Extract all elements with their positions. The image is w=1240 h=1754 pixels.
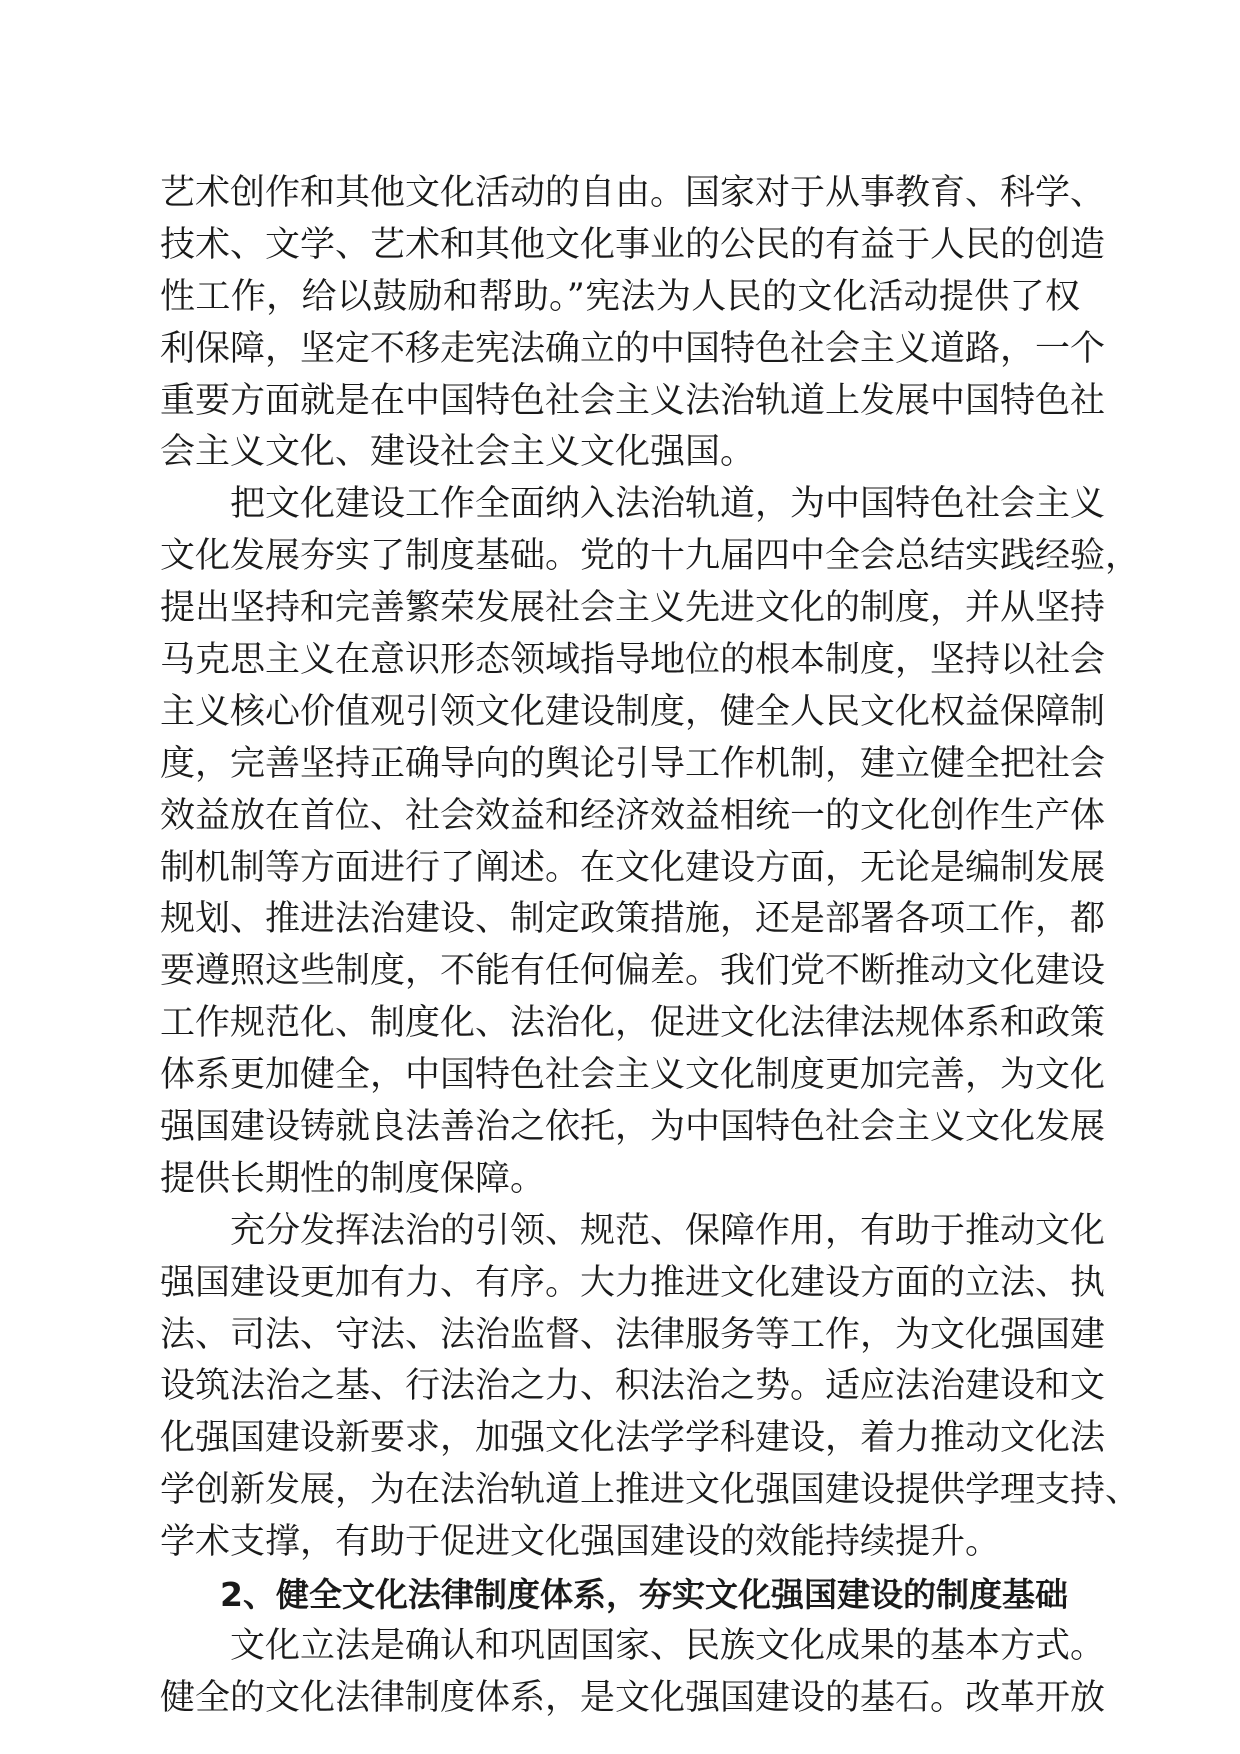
paragraph-3 (160, 1206, 1141, 1569)
text-line: 强国建设铸就良法善治之依托，为中国特色社会主义文化发展 (160, 1107, 1106, 1148)
text-line: 要遵照这些制度，不能有任何偏差。我们党不断推动文化建设 (160, 951, 1106, 992)
text-line: 强国建设更加有力、有序。大力推进文化建设方面的立法、执 (160, 1262, 1106, 1303)
text-line: 提供长期性的制度保障。 (160, 1158, 546, 1199)
text-line: 健全的文化法律制度体系，是文化强国建设的基石。改革开放 (160, 1677, 1106, 1718)
body-text (160, 168, 1141, 1725)
text-line: 文化立法是确认和巩固国家、民族文化成果的基本方式。 (230, 1625, 1106, 1666)
text-line: 度，完善坚持正确导向的舆论引导工作机制，建立健全把社会 (160, 743, 1106, 784)
text-line: 效益放在首位、社会效益和经济效益相统一的文化创作生产体 (160, 795, 1106, 836)
text-line: 法、司法、守法、法治监督、法律服务等工作，为文化强国建 (160, 1314, 1106, 1355)
text-line: 会主义文化、建设社会主义文化强国。 (160, 432, 756, 473)
text-line: 利保障，坚定不移走宪法确立的中国特色社会主义道路，一个 (160, 328, 1106, 369)
text-line: 把文化建设工作全面纳入法治轨道，为中国特色社会主义 (230, 484, 1106, 525)
text-line: 充分发挥法治的引领、规范、保障作用，有助于推动文化 (230, 1210, 1106, 1251)
text-line: 化强国建设新要求，加强文化法学学科建设，着力推动文化法 (160, 1418, 1106, 1459)
text-line: 马克思主义在意识形态领域指导地位的根本制度，坚持以社会 (160, 640, 1106, 681)
text-line: 工作规范化、制度化、法治化，促进文化法律法规体系和政策 (160, 1003, 1106, 1044)
text-line: 重要方面就是在中国特色社会主义法治轨道上发展中国特色社 (160, 380, 1106, 421)
text-line: 提出坚持和完善繁荣发展社会主义先进文化的制度，并从坚持 (160, 588, 1106, 629)
paragraph-1 (160, 168, 1106, 479)
section-heading: 2、健全文化法律制度体系，夯实文化强国建设的制度基础 (220, 1575, 1068, 1615)
text-line: 学术支撑，有助于促进文化强国建设的效能持续提升。 (160, 1522, 1001, 1563)
text-line: 艺术创作和其他文化活动的自由。国家对于从事教育、科学、 (160, 173, 1106, 213)
paragraph-4 (160, 1621, 1106, 1725)
text-line: 规划、推进法治建设、制定政策措施，还是部署各项工作，都 (160, 899, 1106, 940)
text-line: 学创新发展，为在法治轨道上推进文化强国建设提供学理支持、 (160, 1470, 1141, 1511)
text-line: 体系更加健全，中国特色社会主义文化制度更加完善，为文化 (160, 1055, 1106, 1096)
text-line: 主义核心价值观引领文化建设制度，健全人民文化权益保障制 (160, 691, 1106, 732)
paragraph-2 (160, 479, 1141, 1205)
text-line: 性工作，给以鼓励和帮助。”宪法为人民的文化活动提供了权 (160, 276, 1080, 317)
text-line: 制机制等方面进行了阐述。在文化建设方面，无论是编制发展 (160, 847, 1106, 888)
text-line: 设筑法治之基、行法治之力、积法治之势。适应法治建设和文 (160, 1366, 1106, 1407)
text-line: 文化发展夯实了制度基础。党的十九届四中全会总结实践经验， (160, 536, 1141, 577)
text-line: 技术、文学、艺术和其他文化事业的公民的有益于人民的创造 (160, 224, 1106, 265)
